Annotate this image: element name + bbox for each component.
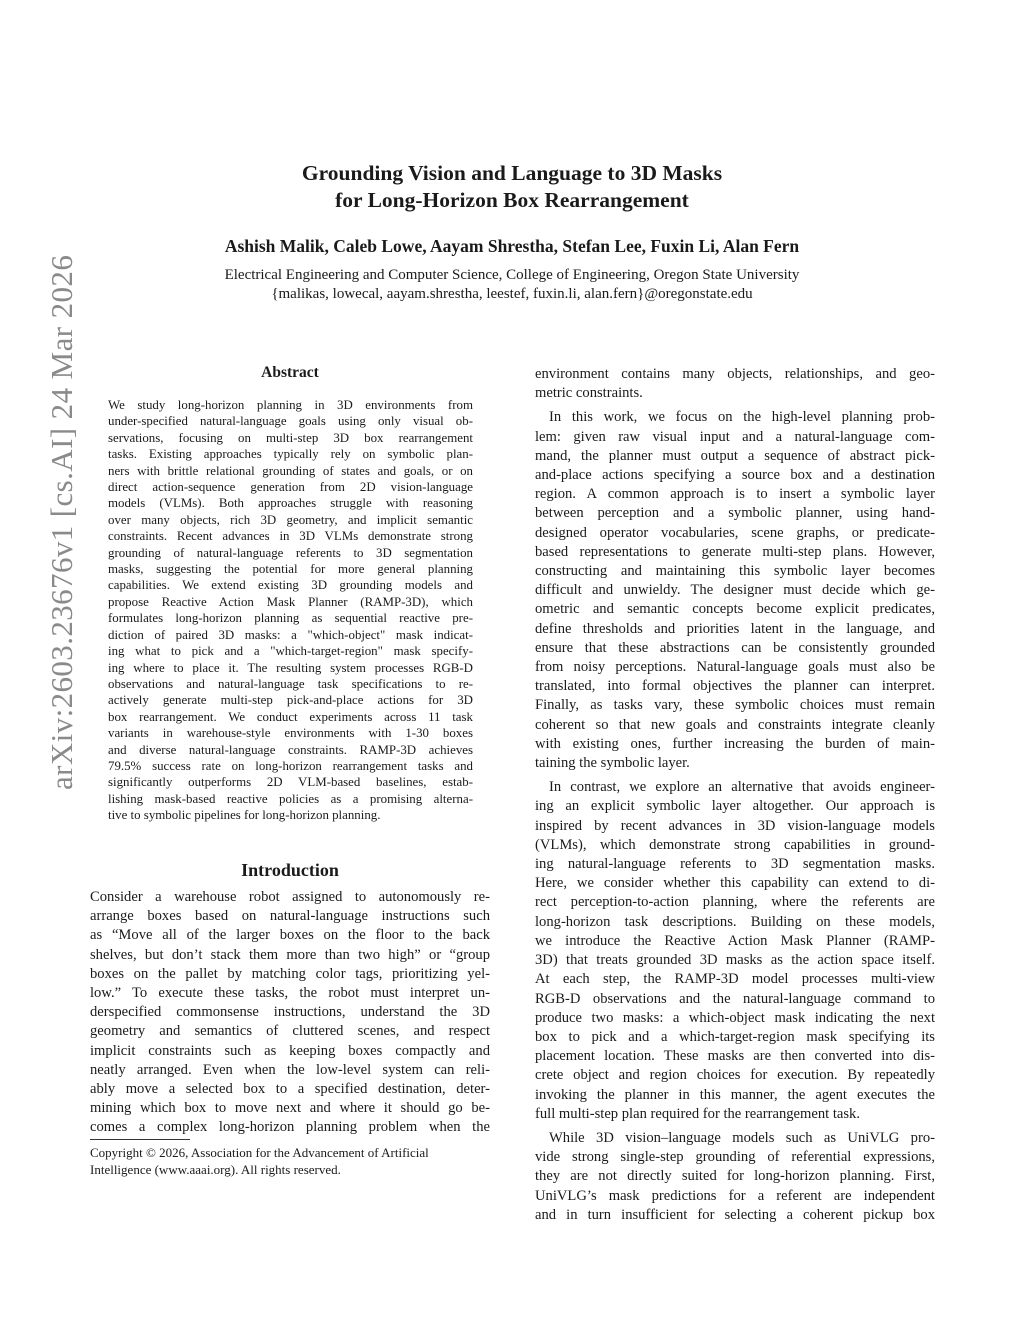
text-line: ometric and semantic concepts become explicit predicates,: [535, 601, 935, 618]
text-line: ing an explicit symbolic layer altogether. Our approach is: [535, 798, 935, 815]
text-line: We study long-horizon planning in 3D environments from: [108, 398, 473, 412]
text-line: mining which box to move next and where it should go be-: [90, 1100, 490, 1117]
text-line: formulates long-horizon planning as sequential reactive pre-: [108, 611, 473, 626]
text-line: vide strong single-step grounding of referential expressions,: [535, 1149, 935, 1166]
text-line: placement location. These masks are then converted into dis-: [535, 1048, 935, 1065]
paragraph: [535, 365, 935, 403]
text-line: In this work, we focus on the high-level planning prob-: [549, 409, 935, 426]
text-line: significantly outperforms 2D VLM-based baselines, estab-: [108, 775, 473, 790]
text-line: region. A common approach is to insert a symbolic layer: [535, 486, 935, 503]
footnote-rule: [90, 1139, 190, 1140]
text-line: between perception and a symbolic planner, using hand-: [535, 505, 935, 522]
text-line: over many objects, rich 3D geometry, and implicit semantic: [108, 512, 473, 527]
introduction-body: [90, 888, 490, 1138]
text-line: we introduce the Reactive Action Mask Planner (RAMP-: [535, 932, 935, 949]
text-line: neatly arranged. Even when the low-level system can reli-: [90, 1061, 490, 1078]
text-line: constraints. Recent advances in 3D VLMs demonstrate strong: [108, 529, 473, 544]
text-line: tasks. Existing approaches typically rely on symbolic plan-: [108, 447, 473, 462]
text-line: define thresholds and priorities latent in the language, and: [535, 620, 935, 637]
title-line-1: Grounding Vision and Language to 3D Masks: [301, 161, 723, 185]
text-line: crete object and region choices for execution. By repeatedly: [535, 1067, 935, 1084]
text-line: coherent so that new goals and constraints integrate cleanly: [535, 716, 935, 733]
affiliation: Electrical Engineering and Computer Science, College of Engineering, Oregon State University: [224, 267, 800, 283]
text-line: taining the symbolic layer.: [535, 755, 690, 772]
author-list: Ashish Malik, Caleb Lowe, Aayam Shrestha, Stefan Lee, Fuxin Li, Alan Fern: [224, 236, 800, 256]
paper-title: [0, 160, 1024, 214]
text-line: implicit constraints such as keeping boxes compactly and: [90, 1042, 490, 1059]
text-line: UniVLG’s mask predictions for a referent are independent: [535, 1187, 935, 1204]
text-line: lishing mask-based reactive policies as a promising alterna-: [108, 791, 473, 806]
text-line: masks, suggesting the potential for more general planning: [108, 562, 473, 577]
text-line: inspired by recent advances in 3D vision-language models: [535, 817, 935, 834]
paragraph: [535, 408, 935, 773]
text-line: (VLMs), which demonstrate strong capabilities in ground-: [535, 836, 935, 853]
arxiv-identifier: arXiv:2603.23676v1 [cs.AI] 24 Mar 2026: [44, 254, 79, 790]
text-line: full multi-step plan required for the rearrangement task.: [535, 1105, 860, 1122]
text-line: produce two masks: a which-object mask indicating the next: [535, 1009, 935, 1026]
text-line: difficult and unwieldy. The designer must decide which ge-: [535, 582, 935, 599]
text-line: ing natural-language referents to 3D segmentation masks.: [535, 856, 935, 873]
text-line: RGB-D observations and the natural-language command to: [535, 990, 935, 1007]
text-line: under-specified natural-language goals using only visual ob-: [108, 414, 473, 429]
text-line: and in turn insufficient for selecting a coherent pickup box: [535, 1206, 935, 1223]
text-line: Finally, as tasks vary, these symbolic choices must remain: [535, 697, 935, 714]
text-line: While 3D vision–language models such as UniVLG pro-: [549, 1129, 935, 1146]
text-line: At each step, the RAMP-3D model processes multi-view: [535, 971, 935, 988]
text-line: translated, into formal objectives the planner can interpret.: [535, 678, 935, 695]
author-emails: {malikas, lowecal, aayam.shrestha, leestef, fuxin.li, alan.fern}@oregonstate.edu: [271, 286, 753, 302]
text-line: box rearrangement. We conduct experiments across 11 task: [108, 709, 473, 724]
text-line: and-place actions specifying a source box and a destination: [535, 467, 935, 484]
title-line-2: for Long-Horizon Box Rearrangement: [335, 188, 689, 212]
text-line: derspecified commonsense instructions, understand the 3D: [90, 1004, 490, 1021]
text-line: direct action-sequence generation from 2D vision-language: [108, 480, 473, 495]
text-line: Consider a warehouse robot assigned to autonomously re-: [90, 889, 490, 905]
text-line: actively generate multi-step pick-and-place actions for 3D: [108, 693, 473, 708]
text-line: ensure that these abstractions can be consistently grounded: [535, 639, 935, 656]
text-line: constructing and maintaining this symbolic layer becomes: [535, 563, 935, 580]
text-line: arrange boxes based on natural-language instructions such: [90, 908, 490, 925]
text-line: capabilities. We extend existing 3D grounding models and: [108, 578, 473, 593]
text-line: propose Reactive Action Mask Planner (RAMP-3D), which: [108, 594, 473, 609]
abstract-heading: Abstract: [261, 364, 319, 381]
text-line: long-horizon task descriptions. Building on these models,: [535, 913, 935, 930]
text-line: rect perception-to-action planning, where the referents are: [535, 894, 935, 911]
text-line: box to pick and a which-target-region mask specifying its: [535, 1028, 935, 1045]
text-line: shelves, but don’t stack them more than two high” or “group: [90, 946, 490, 963]
copyright-line: Copyright © 2026, Association for the Advancement of Artificial: [90, 1145, 429, 1160]
text-line: In contrast, we explore an alternative that avoids engineer-: [549, 779, 935, 796]
text-line: ing where to place it. The resulting system processes RGB-D: [108, 660, 473, 675]
text-line: ably move a selected box to a specified destination, deter-: [90, 1081, 490, 1098]
text-line: tive to symbolic pipelines for long-horizon planning.: [108, 808, 381, 823]
abstract-body: [108, 397, 473, 824]
text-line: geometry and semantics of cluttered scenes, and respect: [90, 1023, 490, 1040]
copyright-notice: [90, 1145, 490, 1178]
introduction-heading: Introduction: [241, 860, 339, 880]
text-line: invoking the planner in this manner, the agent executes the: [535, 1086, 935, 1103]
text-line: 3D) that treats grounded 3D masks as the action space itself.: [535, 952, 935, 969]
text-line: ners with brittle relational grounding of states and goals, or on: [108, 463, 473, 478]
text-line: diction of paired 3D masks: a "which-object" mask indicat-: [108, 627, 473, 642]
text-line: low.” To execute these tasks, the robot must interpret un-: [90, 985, 490, 1002]
paragraph: [535, 778, 935, 1124]
text-line: boxes on the pallet by matching color tags, prioritizing yel-: [90, 965, 490, 982]
text-line: Here, we consider whether this capability can extend to di-: [535, 875, 935, 892]
text-line: metric constraints.: [535, 385, 643, 402]
text-line: 79.5% success rate on long-horizon rearrangement tasks and: [108, 758, 473, 773]
text-line: observations and natural-language task specifications to re-: [108, 676, 473, 691]
affiliation-block: [0, 266, 1024, 304]
text-line: comes a complex long-horizon planning problem when the: [90, 1119, 490, 1136]
text-line: variants in warehouse-style environments with 1-30 boxes: [108, 726, 473, 741]
text-line: mand, the planner must output a sequence of abstract pick-: [535, 447, 935, 464]
copyright-line: Intelligence (www.aaai.org). All rights reserved.: [90, 1161, 341, 1177]
text-line: and diverse natural-language constraints. RAMP-3D achieves: [108, 742, 473, 757]
text-line: from noisy perceptions. Natural-language goals must also be: [535, 659, 935, 676]
text-line: grounding of natural-language referents to 3D segmentation: [108, 545, 473, 560]
text-line: they are not directly suited for long-horizon planning. First,: [535, 1168, 935, 1185]
text-line: lem: given raw visual input and a natural-language com-: [535, 428, 935, 445]
text-line: designed operator vocabularies, scene graphs, or predicate-: [535, 524, 935, 541]
text-line: ing what to pick and a "which-target-region" mask specify-: [108, 644, 473, 659]
right-column: [535, 365, 935, 1230]
text-line: environment contains many objects, relationships, and geo-: [535, 366, 935, 382]
text-line: models (VLMs). Both approaches struggle with reasoning: [108, 496, 473, 511]
text-line: servations, focusing on multi-step 3D box rearrangement: [108, 430, 473, 445]
text-line: based representations to generate multi-step plans. However,: [535, 543, 935, 560]
text-line: with existing ones, further increasing the burden of main-: [535, 735, 935, 752]
text-line: as “Move all of the larger boxes on the floor to the back: [90, 927, 490, 944]
paragraph: [535, 1129, 935, 1225]
